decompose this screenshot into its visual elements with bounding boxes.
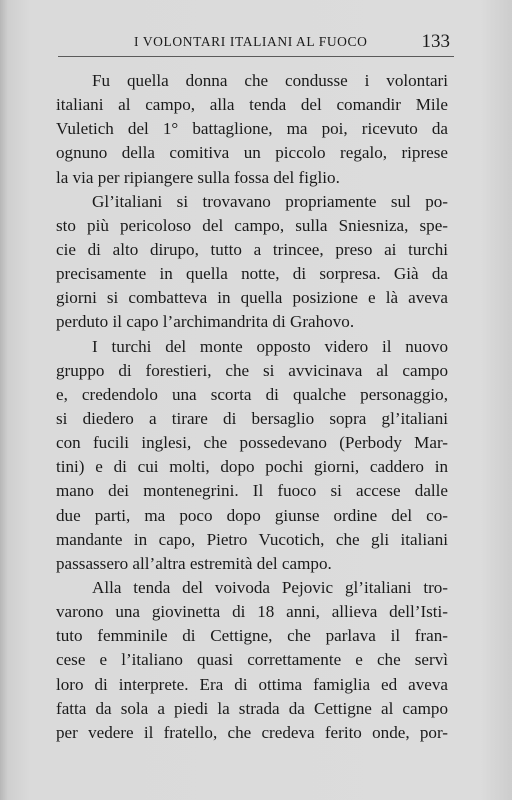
text-line: giorni si combatteva in quella posizione e là aveva bbox=[56, 288, 448, 308]
text-line: per vedere il fratello, che credeva ferito onde, por- bbox=[56, 722, 448, 742]
text-line: italiani al campo, alla tenda del comandir Mile bbox=[56, 95, 448, 115]
text-line: tuto femminile di Cettigne, che parlava il fran- bbox=[56, 626, 448, 646]
text-line: passassero all’altra estremità del campo. bbox=[56, 553, 332, 573]
text-line: Vuletich del 1° battaglione, ma poi, ricevuto da bbox=[56, 119, 448, 139]
running-title: I VOLONTARI ITALIANI AL FUOCO bbox=[134, 34, 368, 49]
text-line: fatta da sola a piedi la strada da Cettigne al campo bbox=[56, 698, 448, 718]
text-line: due parti, ma poco dopo giunse ordine del co- bbox=[56, 505, 448, 525]
text-line: si diedero a tirare di bersaglio sopra gl’italiani bbox=[56, 408, 448, 428]
text-line: tini) e di cui molti, dopo pochi giorni, caddero in bbox=[56, 457, 448, 477]
text-line: e, credendolo una scorta di qualche personaggio, bbox=[56, 384, 448, 404]
running-head bbox=[56, 31, 456, 54]
text-line: Fu quella donna che condusse i volontari bbox=[92, 71, 448, 90]
text-line: Gl’italiani si trovavano propriamente sul po- bbox=[92, 191, 448, 211]
text-line: I turchi del monte opposto videro il nuovo bbox=[92, 336, 448, 356]
text-line: mano dei montenegrini. Il fuoco si accese dalle bbox=[56, 481, 448, 501]
text-line: loro di interprete. Era di ottima famiglia ed aveva bbox=[56, 674, 448, 694]
text-line: con fucili inglesi, che possedevano (Perbody Mar- bbox=[56, 433, 448, 453]
text-line: perduto il capo l’archimandrita di Grahovo. bbox=[56, 312, 355, 332]
text-line: ognuno della comitiva un piccolo regalo, riprese bbox=[56, 143, 448, 163]
text-line: sto più pericoloso del campo, sulla Sniesniza, spe- bbox=[56, 215, 448, 235]
text-line: precisamente in quella notte, di sorpresa. Già da bbox=[56, 264, 448, 284]
page-number: 133 bbox=[421, 31, 450, 52]
text-line: mandante in capo, Pietro Vucotich, che gli italiani bbox=[56, 529, 448, 549]
text-line: cese e l’italiano quasi correttamente e che servì bbox=[56, 650, 448, 670]
text-line: varono una giovinetta di 18 anni, allieva dell’Isti- bbox=[56, 602, 448, 622]
body-text bbox=[56, 69, 448, 745]
header-rule bbox=[58, 56, 454, 57]
text-line: cie di alto dirupo, tutto a trincee, preso ai turchi bbox=[56, 239, 448, 259]
text-line: gruppo di forestieri, che si avvicinava al campo bbox=[56, 360, 448, 380]
text-line: Alla tenda del voivoda Pejovic gl’italiani tro- bbox=[92, 577, 448, 597]
text-line: la via per ripiangere sulla fossa del figlio. bbox=[56, 167, 340, 187]
